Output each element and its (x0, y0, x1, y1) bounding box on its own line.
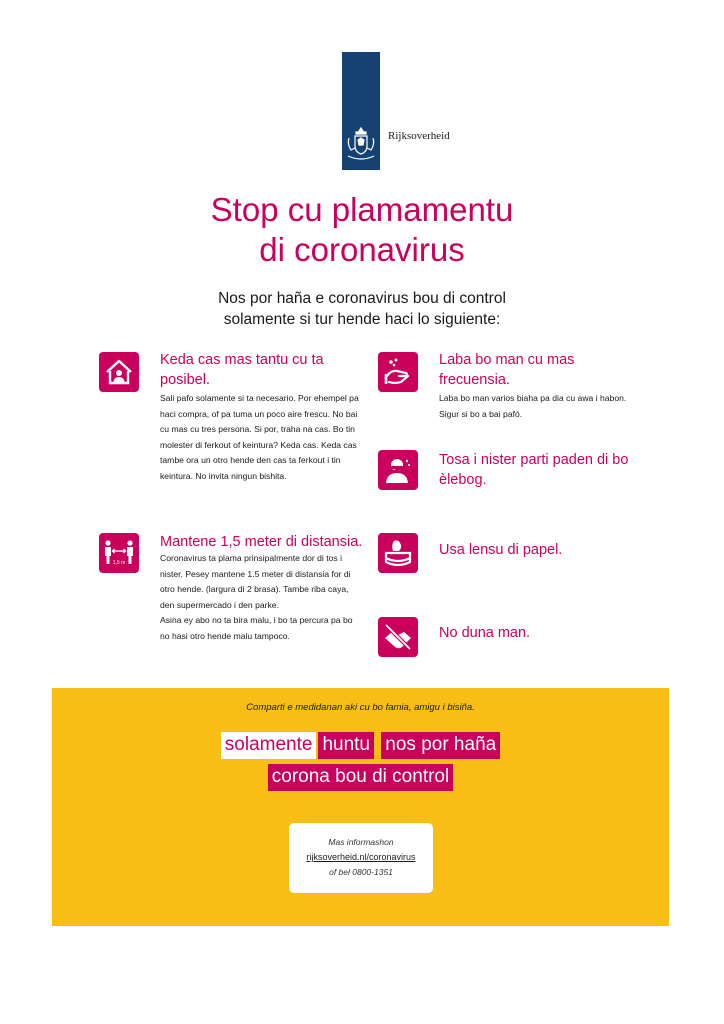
logo-text: Rijksoverheid (388, 130, 450, 142)
no-handshake-icon (378, 617, 418, 657)
cough-elbow-icon (378, 450, 418, 490)
measure-heading-stay-home: Keda cas mas tantu cu ta posibel. (160, 352, 324, 388)
page-subtitle (0, 288, 724, 330)
measure-body-stay-home: Sali pafo solamente si ta necesario. Por ehempel pa haci compra, of pa tuma un poco aire frescu. No bai cu mas cu tres persona. Si por, traha na cas. Bo tin molester di ferkout of keintura? Keda cas. Keda cas tambe ora un otro hende den cas ta ferkout i tin keintura. No invita ningun bishita. (160, 393, 359, 481)
title-line-1: Stop cu plamamentu (210, 191, 514, 228)
slogan-word-corona: corona bou di control (268, 764, 453, 791)
info-box (289, 823, 433, 893)
share-text: Comparti e medidanan aki cu bo famia, amigu i bisiña. (246, 702, 475, 713)
subtitle-line-1: Nos por haña e coronavirus bou di control (218, 290, 506, 307)
slogan-word-huntu: huntu (318, 732, 374, 759)
measure-body-wash-hands: Laba bo man varios biaha pa dia cu awa i habon. Sigur si bo a bai pafó. (439, 393, 627, 419)
hand-washing-icon (378, 352, 418, 392)
measure-body-distance: Coronavirus ta plama prinsipalmente dor di tos i nister. Pesey mantene 1.5 meter di distansia for di otro hende. (largura di 2 brasa). Tambe riba caya, den supermercado i den parke. Asina ey abo no ta bira malu, i bo ta percura pa bo no hasi otro hende malu tampoco. (160, 553, 353, 641)
tissue-box-icon (378, 533, 418, 573)
measure-heading-cough-elbow: Tosa i nister parti paden di bo èlebog. (439, 452, 629, 488)
measure-heading-wash-hands: Laba bo man cu mas frecuensia. (439, 352, 575, 388)
slogan (52, 729, 669, 793)
distance-icon (99, 533, 139, 573)
subtitle-line-2: solamente si tur hende haci lo siguiente: (223, 311, 501, 328)
slogan-word-nos-por-hana: nos por haña (381, 732, 500, 759)
title-line-2: di coronavirus (259, 231, 465, 268)
page-title (0, 190, 724, 270)
info-link[interactable]: rijksoverheid.nl/coronavirus (306, 852, 416, 862)
slogan-word-solamente: solamente (221, 732, 317, 759)
info-phone: of bel 0800-1351 (329, 867, 393, 877)
svg-text:1,5 m: 1,5 m (112, 560, 126, 566)
coat-of-arms-icon (345, 126, 377, 162)
measure-heading-distance: Mantene 1,5 meter di distansia. (160, 534, 363, 550)
info-label: Mas informashon (328, 837, 394, 847)
measure-heading-tissue: Usa lensu di papel. (439, 542, 563, 558)
measure-heading-no-handshake: No duna man. (439, 625, 531, 641)
house-person-icon (99, 352, 139, 392)
